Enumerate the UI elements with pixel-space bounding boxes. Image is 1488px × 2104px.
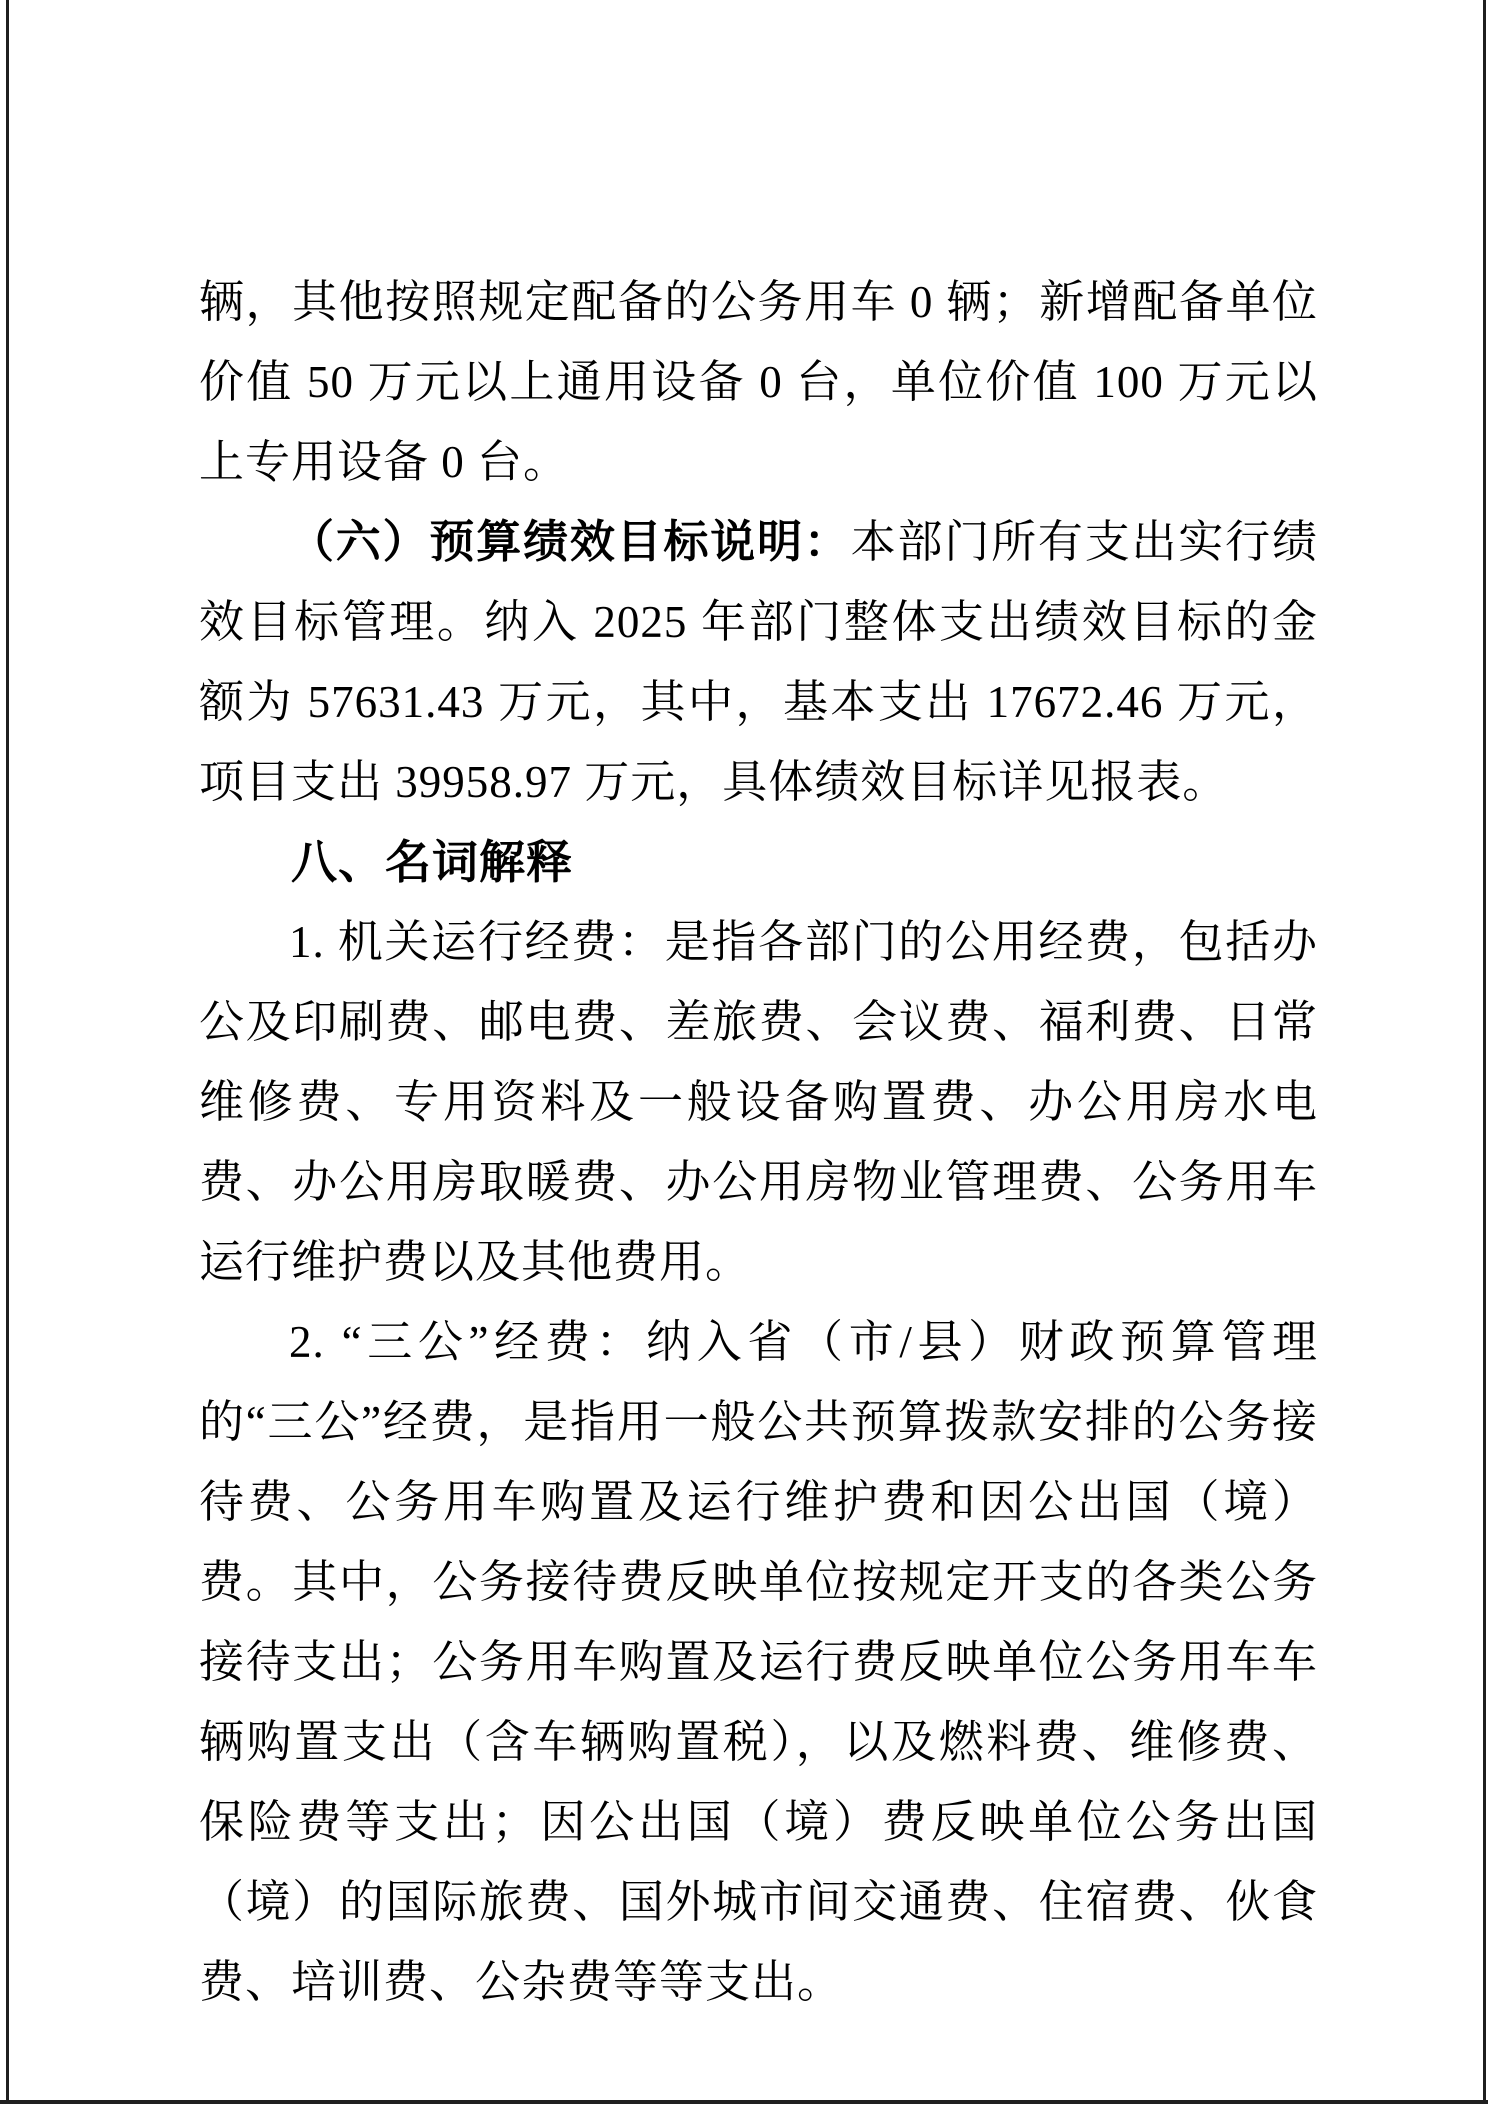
paragraph-performance-goal	[199, 502, 1318, 822]
page-scan-edge-bottom	[0, 2100, 1488, 2104]
paragraph-vehicles-equipment: 辆，其他按照规定配备的公务用车 0 辆；新增配备单位价值 50 万元以上通用设备 0 台，单位价值 100 万元以上专用设备 0 台。	[199, 277, 1318, 487]
section-heading-glossary: 八、名词解释	[291, 836, 573, 888]
page-scan-edge-right	[1483, 0, 1486, 2104]
paragraph-performance-goal-body: 本部门所有支出实行绩效目标管理。纳入 2025 年部门整体支出绩效目标的金额为 57631.43 万元，其中，基本支出 17672.46 万元，项目支出 39958.97 万元，具体绩效目标详见报表。	[199, 517, 1318, 807]
paragraph-term-agency-operating-funds: 1. 机关运行经费：是指各部门的公用经费，包括办公及印刷费、邮电费、差旅费、会议费、福利费、日常维修费、专用资料及一般设备购置费、办公用房水电费、办公用房取暖费、办公用房物业管理费、公务用车运行维护费以及其他费用。	[199, 917, 1318, 1287]
paragraph-term-three-public-expenses: 2. “三公”经费：纳入省（市/县）财政预算管理的“三公”经费，是指用一般公共预算拨款安排的公务接待费、公务用车购置及运行维护费和因公出国（境）费。其中，公务接待费反映单位按规定开支的各类公务接待支出；公务用车购置及运行费反映单位公务用车车辆购置支出（含车辆购置税），以及燃料费、维修费、保险费等支出；因公出国（境）费反映单位公务出国（境）的国际旅费、国外城市间交通费、住宿费、伙食费、培训费、公杂费等等支出。	[199, 1317, 1318, 2007]
paragraph-performance-goal-lead: （六）预算绩效目标说明：	[289, 517, 851, 567]
page-scan-edge-left	[6, 0, 9, 2104]
document-body	[199, 262, 1318, 2022]
